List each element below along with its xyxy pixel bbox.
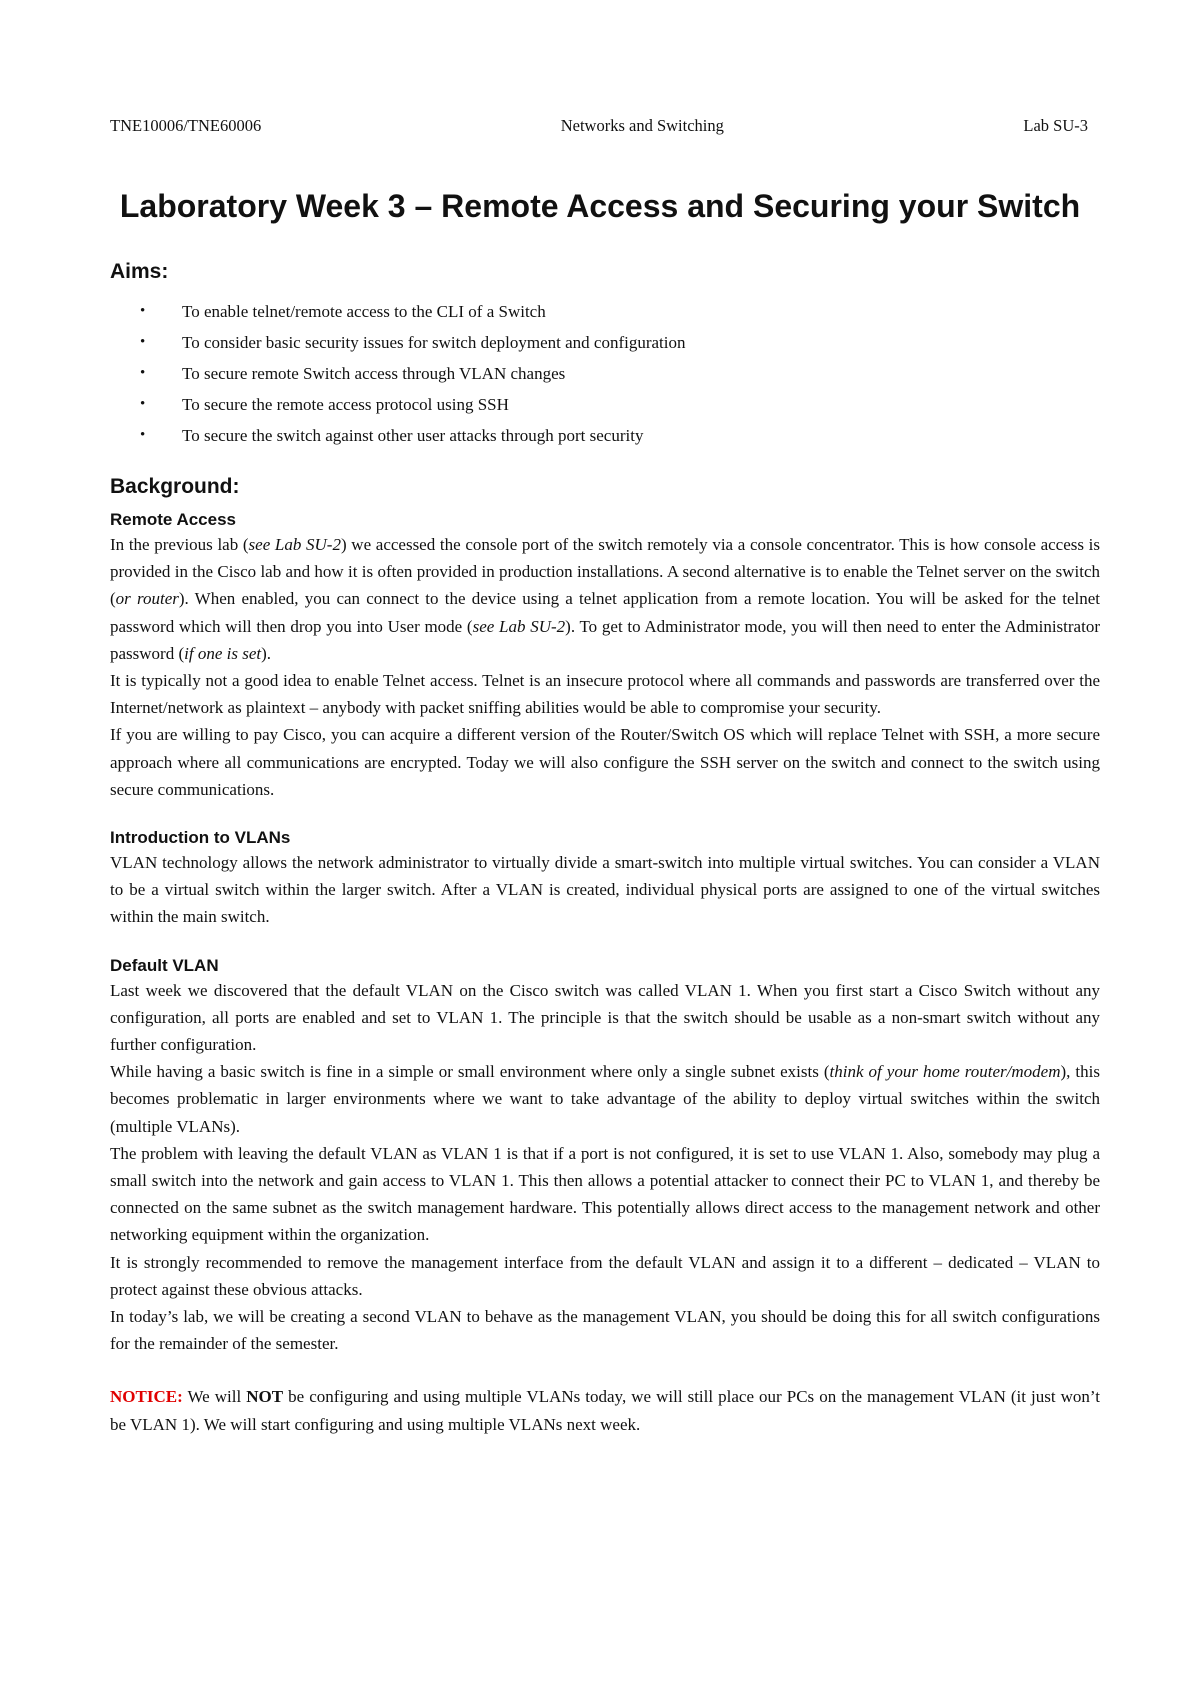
header-course-code: TNE10006/TNE60006 xyxy=(110,116,262,135)
aims-item xyxy=(110,420,1100,451)
default-vlan-paragraph-4: It is strongly recommended to remove the management interface from the default VLAN and assign it to a different – dedicated – VLAN to protect against these obvious attacks. xyxy=(110,1252,1100,1299)
bullet-icon: • xyxy=(140,427,146,443)
aims-item-text: To secure the switch against other user attacks through port security xyxy=(182,426,644,445)
aims-item xyxy=(110,327,1100,358)
bullet-icon: • xyxy=(140,334,146,350)
aims-heading: Aims: xyxy=(110,260,169,283)
remote-access-paragraph-3: If you are willing to pay Cisco, you can acquire a different version of the Router/Switch OS which will replace Telnet with SSH, a more secure approach where all communications are encrypted. Today we will also configure the SSH server on the switch and connect to the switch using secure communications. xyxy=(110,725,1100,799)
aims-item-text: To secure the remote access protocol using SSH xyxy=(182,395,509,414)
aims-item-text: To consider basic security issues for switch deployment and configuration xyxy=(182,333,686,352)
aims-item-text: To enable telnet/remote access to the CLI of a Switch xyxy=(182,302,546,321)
default-vlan-heading: Default VLAN xyxy=(110,955,219,975)
aims-list xyxy=(110,296,1100,451)
intro-vlans-paragraph-1: VLAN technology allows the network administrator to virtually divide a smart-switch into multiple virtual switches. You can consider a VLAN to be a virtual switch within the larger switch. After a VLAN is created, individual physical ports are assigned to one of the virtual switches within the main switch. xyxy=(110,853,1100,927)
default-vlan-paragraph-1: Last week we discovered that the default VLAN on the Cisco switch was called VLAN 1. When you first start a Cisco Switch without any configuration, all ports are enabled and set to VLAN 1. The principle is that the switch should be usable as a non-smart switch without any further configuration. xyxy=(110,980,1100,1055)
remote-access-paragraph-1: In the previous lab (see Lab SU-2) we accessed the console port of the switch remotely via a console concentrator. This is how console access is provided in the Cisco lab and how it is often provided in production installations. A second alternative is to enable the Telnet server on the switch (or router). When enabled, you can connect to the device using a telnet application from a remote location. You will be asked for the telnet password which will then drop you into User mode (see Lab SU-2). To get to Administrator mode, you will then need to enter the Administrator password (if one is set). xyxy=(110,535,1100,663)
header-lab-id: Lab SU-3 xyxy=(1023,116,1088,135)
bullet-icon: • xyxy=(140,365,146,381)
default-vlan-paragraph-2: While having a basic switch is fine in a simple or small environment where only a single subnet exists (think of your home router/modem), this becomes problematic in larger environments where we want to take advantage of the ability to deploy virtual switches within the switch (multiple VLANs). xyxy=(110,1062,1100,1136)
header-course-name: Networks and Switching xyxy=(560,116,724,135)
intro-vlans-heading: Introduction to VLANs xyxy=(110,828,291,848)
document-body xyxy=(110,258,1100,1438)
notice-label: NOTICE: xyxy=(110,1387,183,1407)
default-vlan-paragraph-5: In today’s lab, we will be creating a second VLAN to behave as the management VLAN, you should be doing this for all switch configurations for the remainder of the semester. xyxy=(110,1307,1100,1354)
bullet-icon: • xyxy=(140,396,146,412)
document-title: Laboratory Week 3 – Remote Access and Securing your Switch xyxy=(119,188,1081,224)
aims-item xyxy=(110,389,1100,420)
aims-item-text: To secure remote Switch access through VLAN changes xyxy=(182,364,566,383)
page-header xyxy=(110,116,1088,136)
notice-paragraph: NOTICE: We will NOT be configuring and using multiple VLANs today, we will still place our PCs on the management VLAN (it just won’t be VLAN 1). We will start configuring and using multiple VLANs next week. xyxy=(110,1387,1100,1434)
remote-access-heading: Remote Access xyxy=(110,510,236,529)
background-heading: Background: xyxy=(110,475,240,498)
aims-item xyxy=(110,358,1100,389)
remote-access-paragraph-2: It is typically not a good idea to enable Telnet access. Telnet is an insecure protocol where all commands and passwords are transferred over the Internet/network as plaintext – anybody with packet sniffing abilities would be able to compromise your security. xyxy=(110,671,1100,718)
bullet-icon: • xyxy=(140,303,146,319)
default-vlan-paragraph-3: The problem with leaving the default VLAN as VLAN 1 is that if a port is not configured, it is set to use VLAN 1. Also, somebody may plug a small switch into the network and gain access to VLAN 1. This then allows a potential attacker to connect their PC to VLAN 1, and thereby be connected on the same subnet as the switch management hardware. This potentially allows direct access to the management network and other networking equipment within the organization. xyxy=(110,1143,1100,1245)
aims-item xyxy=(110,296,1100,327)
